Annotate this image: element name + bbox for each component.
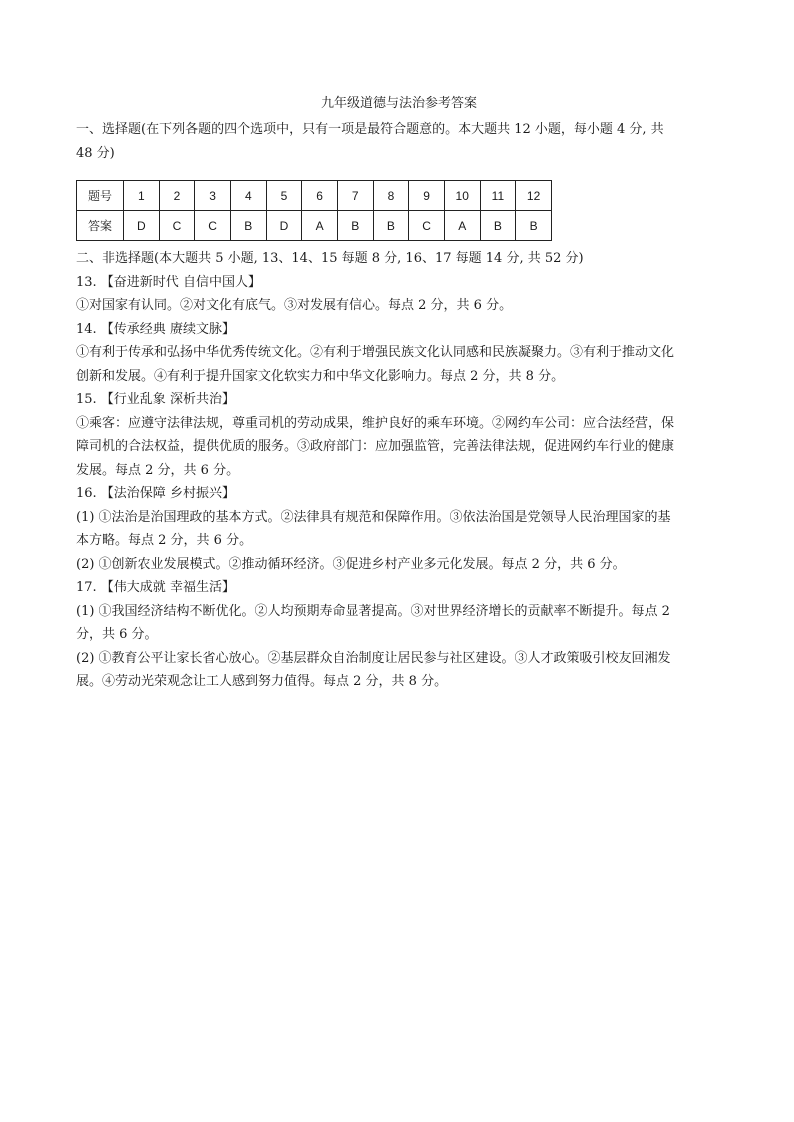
section1-intro-line1: 一、选择题(在下列各题的四个选项中，只有一项是最符合题意的。本大题共 12 小题，每小题 4 分, 共 — [76, 122, 664, 137]
page-title: 九年级道德与法治参考答案 — [320, 96, 477, 111]
q17-line: (1) ①我国经济结构不断优化。②人均预期寿命显著提高。③对世界经济增长的贡献率不断提升。每点 2 — [76, 603, 670, 619]
answer-table — [76, 180, 552, 241]
table-cell: B — [373, 211, 409, 241]
row-label-number: 题号 — [77, 181, 124, 211]
table-cell: 12 — [516, 181, 552, 211]
table-cell: 9 — [409, 181, 445, 211]
q15-line: ①乘客：应遵守法律法规，尊重司机的劳动成果，维护良好的乘车环境。②网约车公司：应合法经营，保 — [76, 415, 675, 431]
table-row-numbers — [77, 181, 552, 211]
row-label-answer: 答案 — [77, 211, 124, 241]
table-cell: 1 — [124, 181, 160, 211]
section2-intro: 二、非选择题(本大题共 5 小题, 13、14、15 每题 8 分, 16、17 每题 14 分, 共 52 分) — [76, 251, 584, 266]
section1-intro-line2: 48 分) — [76, 145, 115, 161]
table-cell: 6 — [302, 181, 338, 211]
table-cell: A — [444, 211, 480, 241]
answer-document — [76, 94, 722, 694]
table-cell: B — [337, 211, 373, 241]
q15-line: 障司机的合法权益，提供优质的服务。③政府部门：应加强监管，完善法律法规，促进网约车行业的健康 — [76, 439, 675, 454]
q15-line: 发展。每点 2 分，共 6 分。 — [76, 462, 240, 478]
table-cell: C — [195, 211, 231, 241]
q13-line: ①对国家有认同。②对文化有底气。③对发展有信心。每点 2 分，共 6 分。 — [76, 298, 513, 313]
table-cell: D — [266, 211, 302, 241]
table-cell: B — [516, 211, 552, 241]
table-cell: C — [409, 211, 445, 241]
table-cell: 2 — [159, 181, 195, 211]
q16-line: 本方略。每点 2 分，共 6 分。 — [76, 533, 253, 548]
table-cell: 8 — [373, 181, 409, 211]
q16-heading: 16. 【法治保障 乡村振兴】 — [76, 486, 235, 501]
table-cell: C — [159, 211, 195, 241]
table-cell: B — [480, 211, 516, 241]
q17-line: 分，共 6 分。 — [76, 627, 158, 642]
q17-line: (2) ①教育公平让家长省心放心。②基层群众自治制度让居民参与社区建设。③人才政策吸引校友回湘发 — [76, 650, 671, 666]
q17-heading: 17. 【伟大成就 幸福生活】 — [76, 580, 235, 595]
q17-line: 展。④劳动光荣观念让工人感到努力值得。每点 2 分，共 8 分。 — [76, 674, 448, 689]
q16-line: (1) ①法治是治国理政的基本方式。②法律具有规范和保障作用。③依法治国是党领导人民治理国家的基 — [76, 509, 671, 525]
q14-line: 创新和发展。④有利于提升国家文化软实力和中华文化影响力。每点 2 分，共 8 分。 — [76, 368, 565, 384]
table-cell: 11 — [480, 181, 516, 211]
q14-line: ①有利于传承和弘扬中华优秀传统文化。②有利于增强民族文化认同感和民族凝聚力。③有利于推动文化 — [76, 345, 675, 360]
table-cell: B — [230, 211, 266, 241]
table-cell: 4 — [230, 181, 266, 211]
table-row-answers — [77, 211, 552, 241]
q15-heading: 15. 【行业乱象 深析共治】 — [76, 392, 235, 407]
table-cell: A — [302, 211, 338, 241]
q16-line: (2) ①创新农业发展模式。②推动循环经济。③促进乡村产业多元化发展。每点 2 分，共 6 分。 — [76, 556, 626, 572]
table-cell: D — [124, 211, 160, 241]
q14-heading: 14. 【传承经典 赓续文脉】 — [76, 321, 235, 337]
table-cell: 7 — [337, 181, 373, 211]
table-cell: 3 — [195, 181, 231, 211]
table-cell: 5 — [266, 181, 302, 211]
q13-heading: 13. 【奋进新时代 自信中国人】 — [76, 274, 261, 290]
table-cell: 10 — [444, 181, 480, 211]
